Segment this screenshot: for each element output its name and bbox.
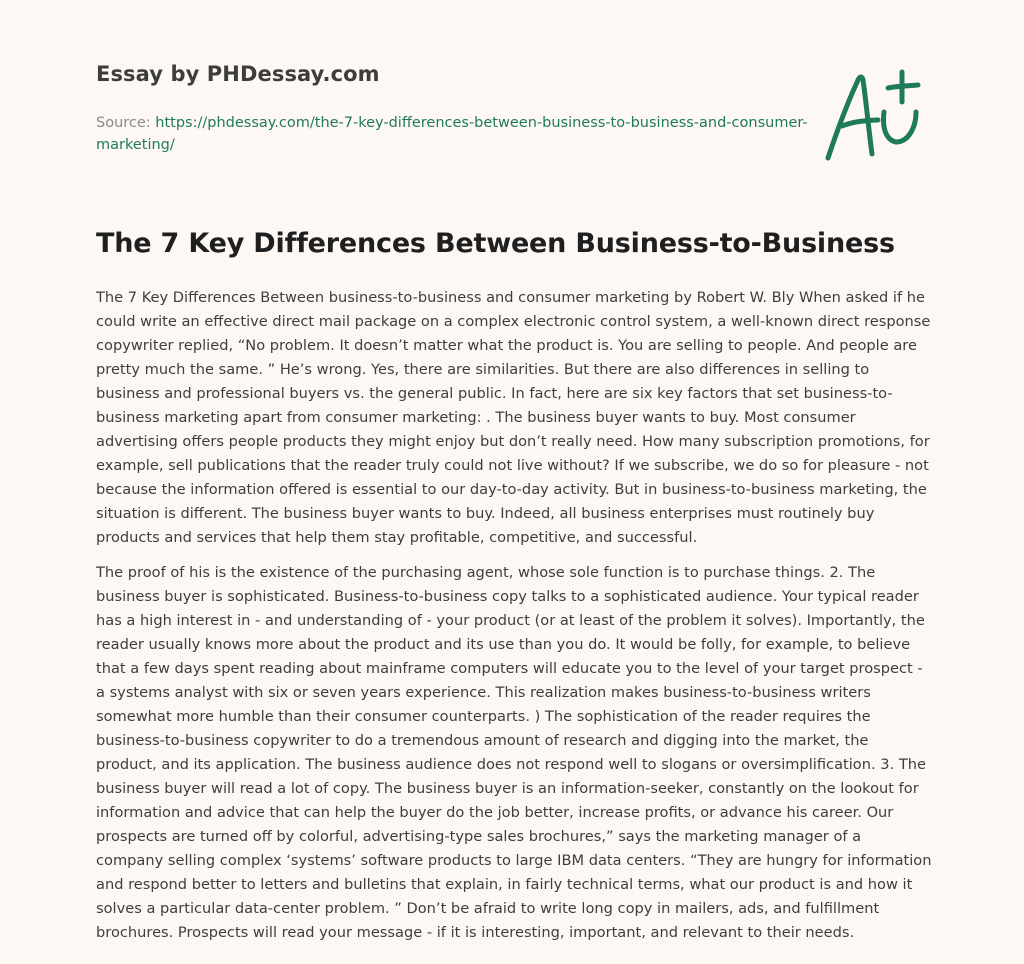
article-body xyxy=(96,286,932,956)
article-paragraph: The proof of his is the existence of the purchasing agent, whose sole function is to purchase things. 2. The business buyer is sophisticated. Business-to-business copy talks to a sophisticated audience. Your typical reader has a high interest in - and understanding of - your product (or at least of the problem it solves). Importantly, the reader usually knows more about the product and its use than you do. It would be folly, for example, to believe that a few days spent reading about mainframe computers will educate you to the level of your target prospect - a systems analyst with six or seven years experience. This realization makes business-to-business writers somewhat more humble than their consumer counterparts. ) The sophistication of the reader requires the business-to-business copywriter to do a tremendous amount of research and digging into the market, the product, and its application. The business audience does not respond well to slogans or oversimplification. 3. The business buyer will read a lot of copy. The business buyer is an information-seeker, constantly on the lookout for information and advice that can help the buyer do the job better, increase profits, or advance his career. Our prospects are turned off by colorful, advertising-type sales brochures,” says the marketing manager of a company selling complex ‘systems’ software products to large IBM data centers. “They are hungry for information and respond better to letters and bulletins that explain, in fairly technical terms, what our product is and how it solves a particular data-center problem. ” Don’t be afraid to write long copy in mailers, ads, and fulfillment brochures. Prospects will read your message - if it is interesting, important, and relevant to their needs. xyxy=(96,564,932,941)
source-link[interactable]: https://phdessay.com/the-7-key-differences-between-business-to-business-and-consumer-marketing/ xyxy=(96,115,808,153)
site-brand: Essay by PHDessay.com xyxy=(96,62,380,86)
source-label: Source: xyxy=(96,115,156,131)
header xyxy=(96,62,816,156)
a-plus-grade-icon xyxy=(822,66,932,166)
article-title: The 7 Key Differences Between Business-to-Business xyxy=(96,228,895,259)
source-line xyxy=(96,112,816,156)
article-paragraph: The 7 Key Differences Between business-to-business and consumer marketing by Robert W. Bly When asked if he could write an effective direct mail package on a complex electronic control system, a well-known direct response copywriter replied, “No problem. It doesn’t matter what the product is. You are selling to people. And people are pretty much the same. ” He’s wrong. Yes, there are similarities. But there are also differences in selling to business and professional buyers vs. the general public. In fact, here are six key factors that set business-to-business marketing apart from consumer marketing: . The business buyer wants to buy. Most consumer advertising offers people products they might enjoy but don’t really need. How many subscription promotions, for example, sell publications that the reader truly could not live without? If we subscribe, we do so for pleasure - not because the information offered is essential to our day-to-day activity. But in business-to-business marketing, the situation is different. The business buyer wants to buy. Indeed, all business enterprises must routinely buy products and services that help them stay profitable, competitive, and successful. xyxy=(96,289,931,546)
